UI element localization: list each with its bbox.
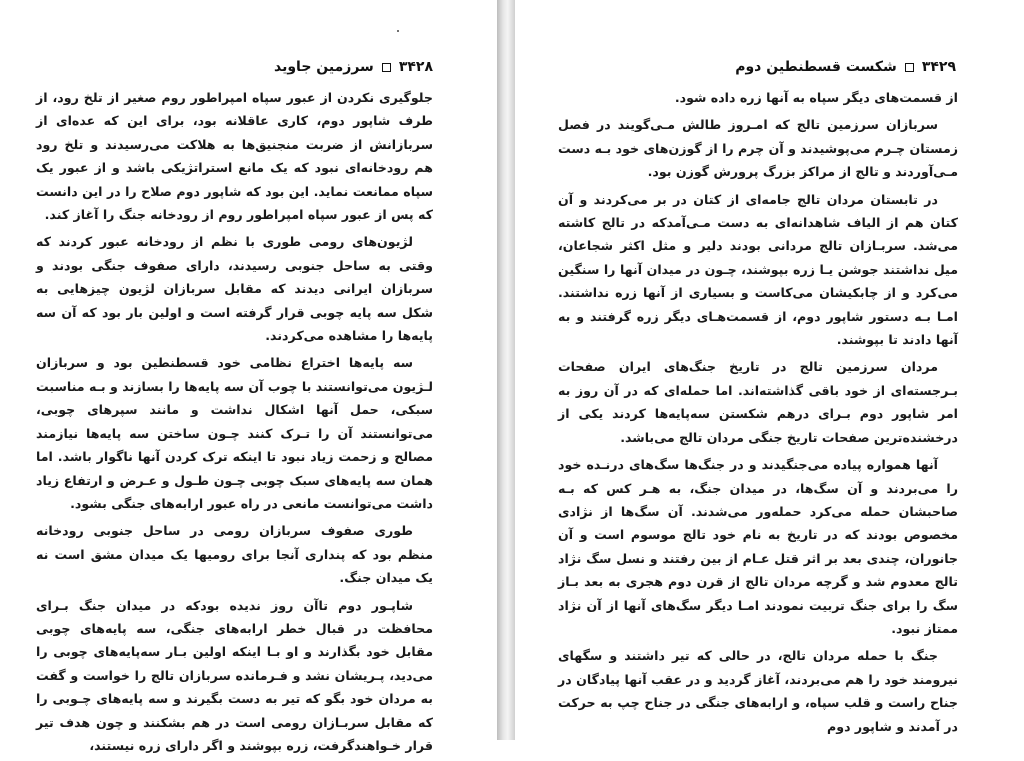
paragraph: جنگ با حمله مردان تالج، در حالی که تیر داشتند و سگهای نیرومند خود را هم می‌بردند، آغاز گردید و در عقب آنها پیادگان در جناح راست و قلب سپاه، و ارابه‌های جنگی در جناح چپ به حرکت در آمدند و شاپور دوم: [558, 648, 958, 734]
paragraph: طوری صفوف سربازان رومی در ساحل جنوبی رودخانه منظم بود که پنداری آنجا برای رومیها یک میدان مشق است نه یک میدان جنگ.: [36, 523, 433, 586]
left-page-number: ۳۴۲۸: [398, 59, 433, 75]
print-speck: [397, 30, 399, 32]
paragraph: از قسمت‌های دیگر سپاه به آنها زره داده شود.: [674, 90, 958, 105]
left-page: [0, 0, 497, 753]
paragraph: در تابستان مردان تالج جامه‌ای از کتان در بر می‌کردند و آن کتان هم از الیاف شاهدانه‌ای به دست مـی‌آمدکه در تالج کاشته می‌شد. سربـازان تالج مردانی بودند دلیر و مثل اکثر شجاعان، میل نداشتند جوشن یـا زره بپوشند، چـون در میدان آنها را سنگین می‌کرد و از چابکیشان می‌کاست و بسیاری از آنها زره نداشتند. امـا بـه دستور شاپور دوم، از قسمت‌هـای دیگر زره گرفتند و به آنها دادند تا بپوشند.: [558, 191, 958, 348]
header-square-icon: [905, 63, 914, 72]
right-page-body: [558, 86, 958, 742]
right-page: [515, 0, 1024, 740]
right-page-running-title: شکست قسطنطین دوم: [735, 59, 897, 75]
paragraph: لژیون‌های رومی طوری با نظم از رودخانه عبور کردند که وقتی به ساحل جنوبی رسیدند، دارای صفوف جنگی بودند و سربازان ایرانی دیدند که مقابل سربازان لژیون چیزهایی به شکل سه پایه چوبی قرار گرفته است و اولین بار بود که آن سه پایه‌ها را مشاهده می‌کردند.: [36, 234, 433, 344]
left-page-body: [36, 86, 433, 761]
left-page-header: [274, 56, 433, 78]
paragraph: آنها همواره پیاده می‌جنگیدند و در جنگ‌ها سگ‌های درنـده خود را می‌بردند و آن سگ‌ها، در میدان جنگ، به هـر کس که بـه صاحبشان حمله می‌کرد حمله‌ور می‌شدند. آن سگ‌ها از نژادی مخصوص بودند که در تاریخ به نام خود تالج موسوم است و آن جانوران، چندی بعد بر اثر قتل عـام از بین رفتند و نسل سگ نژاد تالج معدوم شد و گرچه مردان تالج از قرن دوم هجری به بعد بـاز سگ را برای جنگ تربیت نمودند امـا دیگر سگ‌های آنها از آن نژاد ممتاز نبود.: [558, 457, 958, 636]
paragraph: شاپـور دوم تاآن روز ندیده بودکه در میدان جنگ بـرای محافظت در قبال خطر ارابه‌های جنگی، سه پایه‌های چوبی مقابل خود بگذارند و او بـا اینکه اولین بـار سه‌پایه‌های چوبی را می‌دید، پـریشان نشد و فـرمانده سربازان تالج را خواست و گفت به مردان خود بگو که تیر به دست بگیرند و سه پایه‌های چـوبی را که مقابل سربـازان رومی است در هم بشکنند و چون هدف تیر قرار خـواهندگرفت، زره بپوشند و اگر دارای زره نیستند،: [36, 597, 433, 753]
paragraph: سه پایه‌ها اختراع نظامی خود قسطنطین بود و سربازان لـژیون می‌توانستند با چوب آن سه پایه‌ها را بسازند و بـه مناسبت سبکی، حمل آنها اشکال نداشت و مانند سپرهای چوبی، می‌توانستند آن را تـرک کنند چـون ساختن سه پایه‌ها نیازمند مصالح و زحمت زیاد نبود تا اینکه ترک کردن آنها ناگوار باشد. اما همان سه پایه‌های سبک چوبی چـون طـول و عـرض و ارتفاع زیاد داشت می‌توانست مانعی در راه عبور ارابه‌های جنگی بشود.: [36, 355, 433, 511]
book-gutter: [497, 0, 515, 740]
paragraph: مردان سرزمین تالج در تاریخ جنگ‌های ایران صفحات بـرجسته‌ای از خود باقی گذاشته‌اند. اما حمله‌ای که در آن روز به امر شاپور دوم بـرای درهم شکستن سه‌پایه‌ها کردند یکی از درخشنده‌ترین صفحات تاریخ جنگی مردان تالج می‌باشد.: [558, 359, 958, 445]
left-page-running-title: سرزمین جاوید: [274, 59, 374, 75]
paragraph: سربازان سرزمین تالج که امـروز طالش مـی‌گویند در فصل زمستان چـرم می‌پوشیدند و آن چرم را از گوزن‌های خود بـه دست مـی‌آوردند و تالج از مراکز بزرگ پرورش گوزن بود.: [558, 117, 958, 180]
right-page-number: ۳۴۲۹: [921, 59, 956, 75]
header-square-icon: [382, 63, 391, 72]
paragraph: جلوگیری نکردن از عبور سپاه امپراطور روم صغیر از تلخ رود، از طرف شاپور دوم، کاری عاقلانه بود، برای این که عده‌ای از سربازانش از ضربت منجنیق‌ها به هلاکت می‌رسیدند و تلخ رود هم رودخانه‌ای نبود که یک مانع استراتژیکی باشد و از عبور یک سپاه ممانعت نماید. این بود که شاپور دوم صلاح را در این دانست که پس از عبور سپاه امپراطور روم از رودخانه جنگ را آغاز کند.: [36, 90, 433, 223]
right-page-header: [735, 56, 956, 78]
